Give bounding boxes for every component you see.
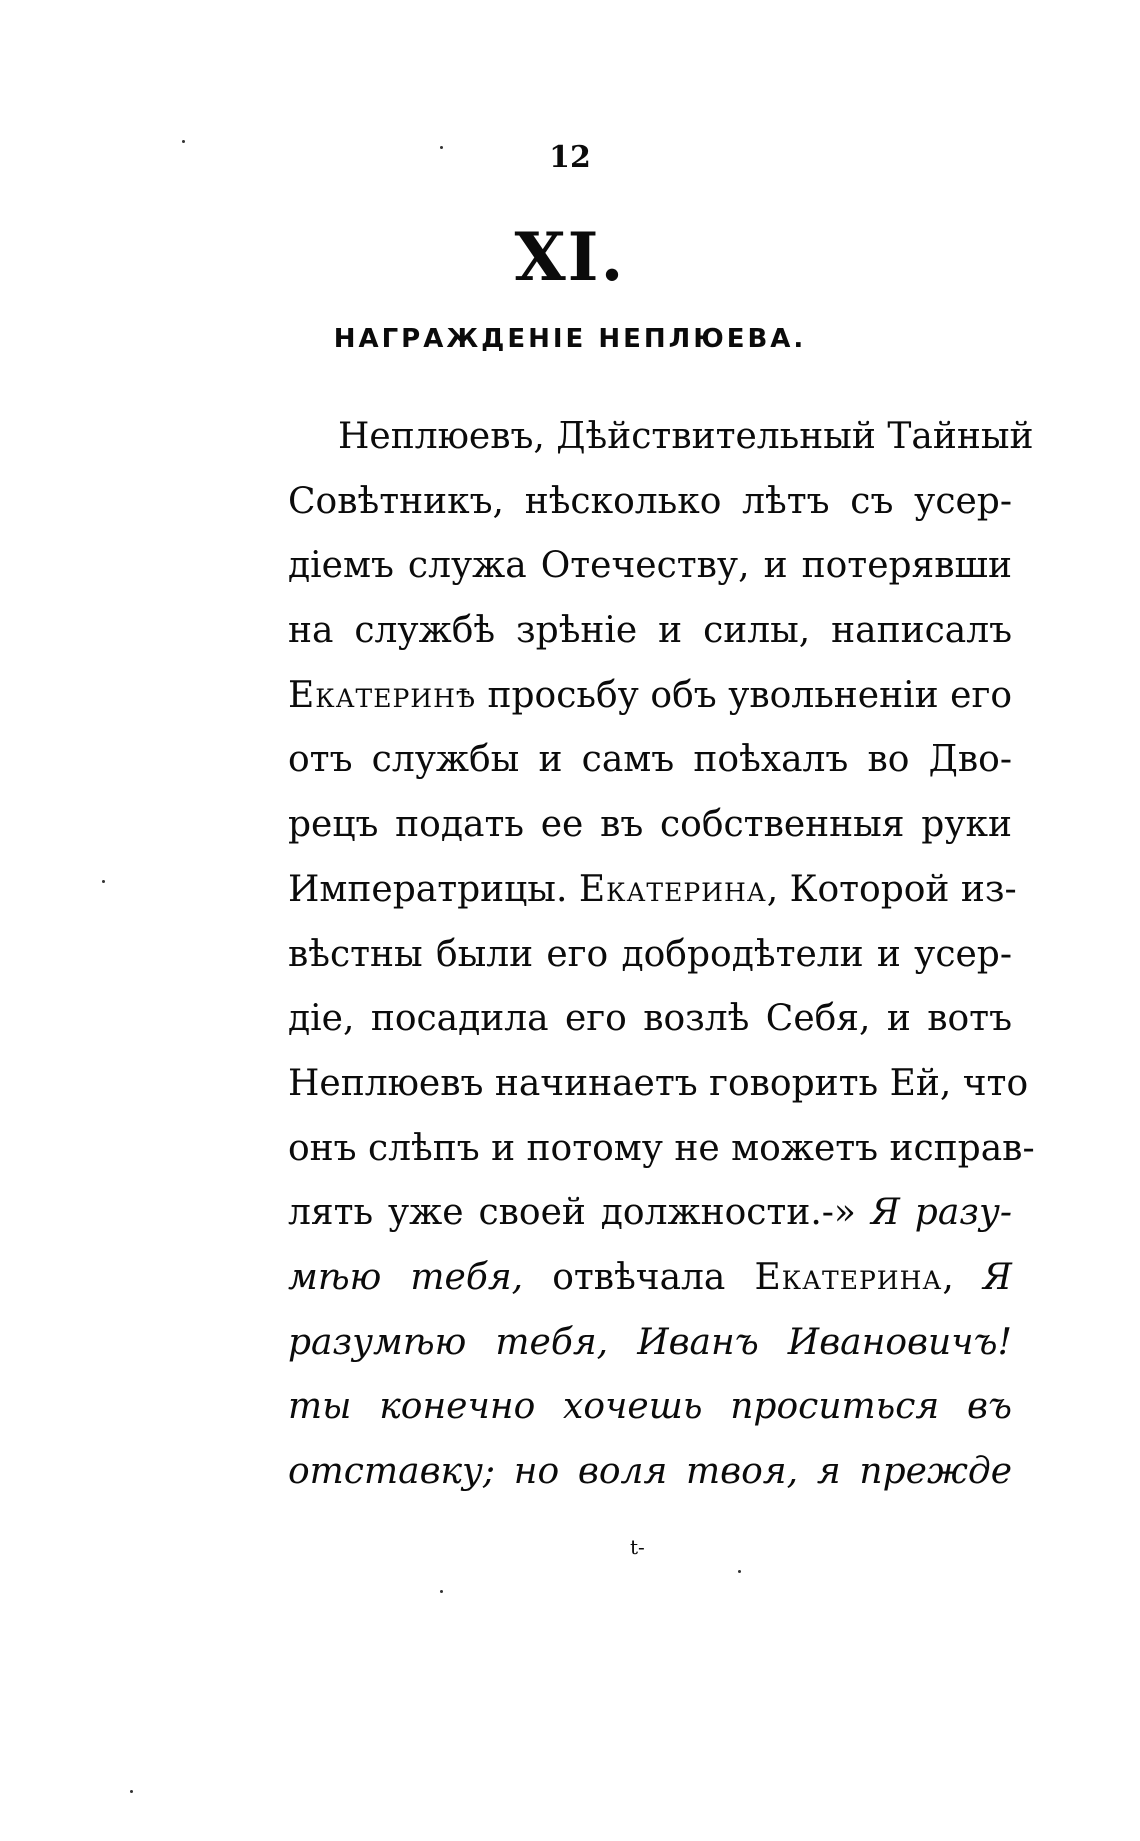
text-line (288, 599, 1012, 664)
text-line (288, 1311, 1012, 1376)
text-run: Неплюевъ, Дѣйствительный Тайный (338, 416, 1034, 457)
text-run: Неплюевъ начинаетъ говорить Ей, что (288, 1062, 1029, 1104)
text-run: Совѣтникъ, нѣсколько лѣтъ съ усер- (288, 480, 1012, 522)
text-run: разумѣю тебя, Иванъ Ивановичъ! (288, 1321, 1012, 1363)
body-text (288, 405, 1035, 1505)
text-line (288, 1117, 1035, 1182)
text-line (288, 858, 1017, 923)
text-line (288, 923, 1012, 988)
scan-speck (130, 1790, 133, 1793)
scan-speck (738, 1570, 741, 1573)
text-line (288, 793, 1012, 858)
text-run: Екатерина (754, 1256, 943, 1298)
text-run: отставку; но воля твоя, я прежде (288, 1451, 1012, 1492)
text-line (288, 1375, 1012, 1440)
text-line (288, 1052, 1029, 1117)
text-run: на службѣ зрѣніе и силы, написалъ (288, 610, 1012, 652)
text-run: отвѣчала (523, 1256, 755, 1298)
text-run: Я разу- (870, 1192, 1012, 1234)
text-run: отъ службы и самъ поѣхалъ во Дво- (288, 739, 1012, 781)
scan-speck (182, 140, 185, 143)
text-run: Екатеринѣ (288, 674, 476, 716)
scan-speck (440, 1590, 443, 1593)
chapter-number: XI. (514, 218, 626, 296)
text-run: онъ слѣпъ и потому не можетъ исправ- (288, 1127, 1035, 1169)
text-run: просьбу объ увольненіи его (475, 674, 1012, 716)
text-line (288, 987, 1012, 1052)
text-line (288, 405, 1034, 470)
page-number: 12 (549, 140, 591, 175)
text-run: , (942, 1256, 983, 1298)
footer-mark: t- (630, 1535, 645, 1559)
text-run: вѣстны были его добродѣтели и усер- (288, 933, 1012, 975)
text-run: ты конечно хочешь проситься въ (288, 1386, 1012, 1428)
text-line (288, 1181, 1012, 1246)
text-line (288, 534, 1012, 599)
text-line (288, 1246, 1012, 1311)
text-run: мѣю тебя, (288, 1256, 524, 1298)
text-run: Я (982, 1256, 1012, 1298)
text-line (288, 664, 1012, 729)
text-run: діе, посадила его возлѣ Себя, и вотъ (288, 998, 1012, 1040)
text-run: Екатерина (578, 868, 767, 910)
scan-speck (102, 880, 105, 883)
text-line (288, 728, 1012, 793)
text-line (288, 1440, 1012, 1505)
chapter-title: НАГРАЖДЕНІЕ НЕПЛЮЕВА. (333, 324, 807, 354)
text-run: Императрицы. (288, 868, 579, 910)
scan-speck (440, 146, 443, 149)
text-run: рецъ подать ее въ собственныя руки (288, 804, 1012, 846)
text-run: лять уже своей должности.-» (288, 1192, 871, 1234)
text-line (288, 470, 1012, 535)
text-run: , Которой из- (766, 868, 1017, 910)
text-run: діемъ служа Отечеству, и потерявши (288, 545, 1012, 587)
